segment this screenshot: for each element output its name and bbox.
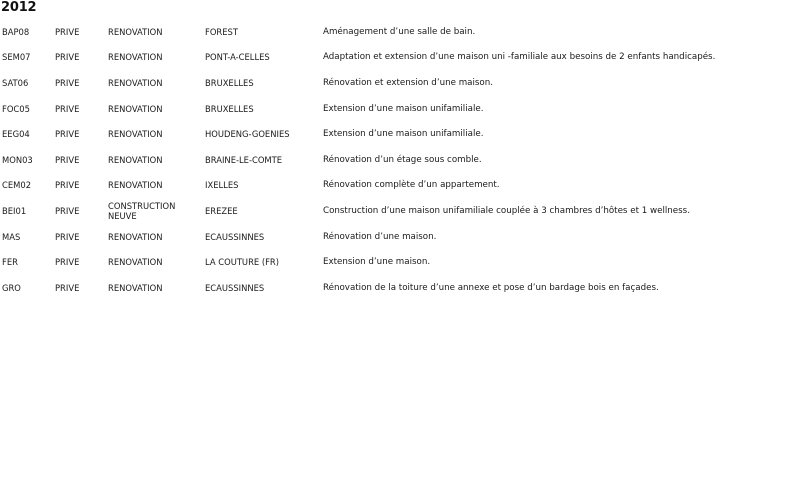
- project-description: Rénovation d’un étage sous comble.: [323, 154, 482, 165]
- project-client: PRIVE: [55, 103, 80, 114]
- project-type: RENOVATION: [108, 154, 163, 165]
- project-city: BRUXELLES: [205, 77, 254, 88]
- project-row: [0, 70, 790, 96]
- project-description: Aménagement d’une salle de bain.: [323, 26, 476, 37]
- project-description: Adaptation et extension d’une maison uni -familiale aux besoins de 2 enfants handicapés.: [323, 52, 716, 63]
- project-code: GRO: [2, 282, 21, 293]
- project-row: [0, 224, 790, 250]
- project-code: FOC05: [2, 103, 30, 114]
- project-description: Rénovation de la toiture d’une annexe et pose d’un bardage bois en façades.: [323, 282, 659, 293]
- project-description: Extension d’une maison.: [323, 257, 431, 268]
- project-type: CONSTRUCTION NEUVE: [108, 200, 176, 221]
- project-client: PRIVE: [55, 154, 80, 165]
- project-description: Construction d’une maison unifamiliale couplée à 3 chambres d’hôtes et 1 wellness.: [323, 205, 690, 216]
- project-row: [0, 249, 790, 275]
- project-client: PRIVE: [55, 129, 80, 140]
- project-type: RENOVATION: [108, 231, 163, 242]
- project-row: [0, 147, 790, 173]
- project-code: BAP08: [2, 26, 30, 37]
- project-description: Rénovation et extension d’une maison.: [323, 77, 494, 88]
- project-client: PRIVE: [55, 180, 80, 191]
- project-code: MON03: [2, 154, 33, 165]
- project-type: RENOVATION: [108, 77, 163, 88]
- project-type: RENOVATION: [108, 129, 163, 140]
- project-row: [0, 198, 790, 224]
- project-description: Rénovation complète d’un appartement.: [323, 180, 500, 191]
- project-code: FER: [2, 257, 18, 268]
- year-heading: 2012: [1, 0, 37, 15]
- project-code: BEI01: [2, 205, 27, 216]
- project-city: EREZEE: [205, 205, 238, 216]
- project-client: PRIVE: [55, 257, 80, 268]
- project-client: PRIVE: [55, 282, 80, 293]
- project-city: HOUDENG-GOENIES: [205, 129, 290, 140]
- project-type: RENOVATION: [108, 103, 163, 114]
- project-client: PRIVE: [55, 205, 80, 216]
- project-city: FOREST: [205, 26, 238, 37]
- project-city: BRUXELLES: [205, 103, 254, 114]
- project-code: MAS: [2, 231, 21, 242]
- project-description: Extension d’une maison unifamiliale.: [323, 129, 484, 140]
- project-row: [0, 96, 790, 122]
- project-city: IXELLES: [205, 180, 239, 191]
- project-row: [0, 121, 790, 147]
- project-client: PRIVE: [55, 77, 80, 88]
- project-row: [0, 275, 790, 301]
- project-description: Extension d’une maison unifamiliale.: [323, 103, 484, 114]
- project-description: Rénovation d’une maison.: [323, 231, 437, 242]
- project-client: PRIVE: [55, 52, 80, 63]
- project-city: LA COUTURE (FR): [205, 257, 280, 268]
- project-code: CEM02: [2, 180, 32, 191]
- project-code: EEG04: [2, 129, 30, 140]
- project-city: ECAUSSINNES: [205, 231, 265, 242]
- project-city: PONT-A-CELLES: [205, 52, 270, 63]
- project-row: [0, 19, 790, 45]
- project-client: PRIVE: [55, 26, 80, 37]
- project-city: ECAUSSINNES: [205, 282, 265, 293]
- project-list: [0, 19, 790, 301]
- project-type: RENOVATION: [108, 257, 163, 268]
- project-city: BRAINE-LE-COMTE: [205, 154, 283, 165]
- project-type: RENOVATION: [108, 180, 163, 191]
- project-row: [0, 173, 790, 199]
- project-code: SEM07: [2, 52, 31, 63]
- project-type: RENOVATION: [108, 52, 163, 63]
- project-type: RENOVATION: [108, 26, 163, 37]
- project-type: RENOVATION: [108, 282, 163, 293]
- project-code: SAT06: [2, 77, 29, 88]
- project-row: [0, 45, 790, 71]
- project-client: PRIVE: [55, 231, 80, 242]
